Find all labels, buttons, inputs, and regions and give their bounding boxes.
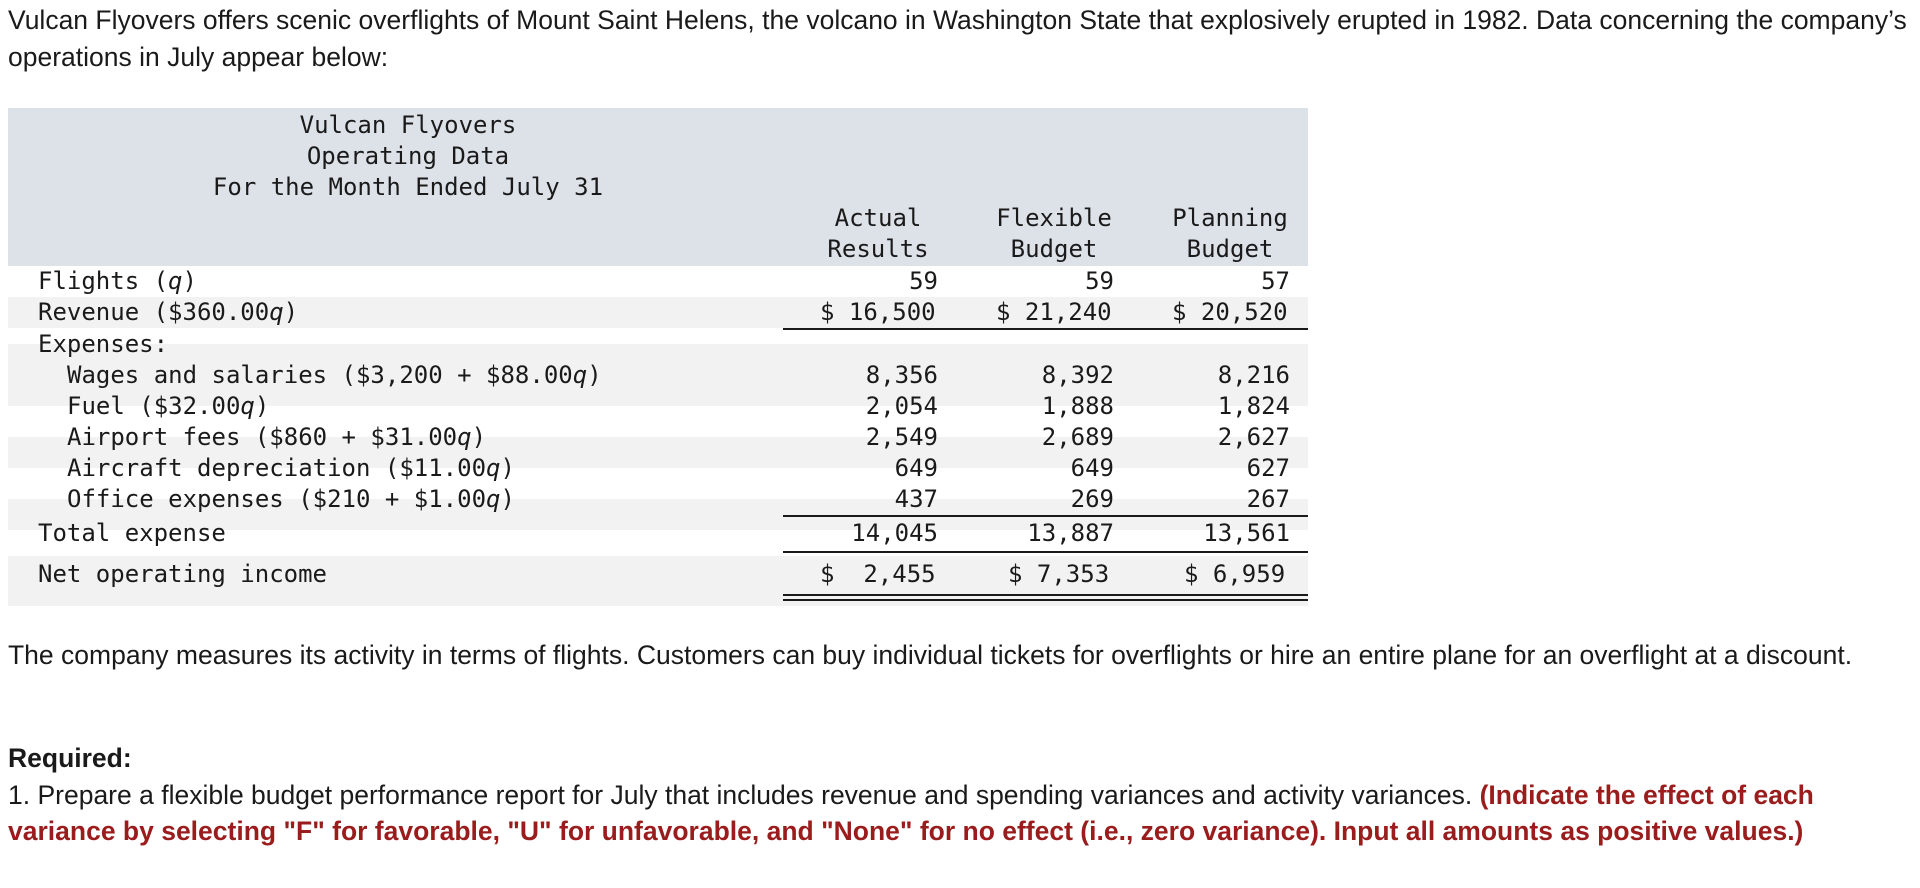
total-expense-actual: 14,045 — [851, 519, 938, 547]
expense-label-fuel: Fuel ($32.00q) — [67, 392, 270, 420]
net-operating-income-label: Net operating income — [38, 560, 327, 588]
airport-fees-flexible: 2,689 — [1041, 423, 1114, 451]
operating-data-table — [8, 108, 1308, 606]
noi-actual: $ 2,455 — [820, 560, 936, 588]
col-actual-line2: Results — [827, 235, 929, 263]
revenue-flexible: $ 21,240 — [996, 298, 1112, 326]
noi-double-underline — [783, 594, 1308, 601]
total-expense-underline — [783, 551, 1308, 553]
expenses-underline — [783, 515, 1308, 517]
wages-flexible: 8,392 — [1041, 361, 1114, 389]
requirement-1 — [8, 777, 1913, 849]
activity-paragraph: The company measures its activity in terms of flights. Customers can buy individual tickets for overflights or hire an entire plane for an overflight at a discount. — [8, 640, 1853, 670]
airport-fees-planning: 2,627 — [1217, 423, 1290, 451]
required-heading: Required: — [8, 743, 132, 773]
revenue-planning: $ 20,520 — [1172, 298, 1288, 326]
flights-planning: 57 — [1261, 267, 1290, 295]
depreciation-actual: 649 — [894, 454, 938, 482]
depreciation-planning: 627 — [1246, 454, 1290, 482]
flights-actual: 59 — [909, 267, 938, 295]
revenue-actual: $ 16,500 — [820, 298, 936, 326]
total-expense-label: Total expense — [38, 519, 226, 547]
total-expense-planning: 13,561 — [1203, 519, 1290, 547]
depreciation-flexible: 649 — [1070, 454, 1114, 482]
airport-fees-actual: 2,549 — [865, 423, 938, 451]
requirement-1-text: 1. Prepare a flexible budget performance report for July that includes revenue and spending variances and activity variances. — [8, 780, 1480, 810]
office-actual: 437 — [894, 485, 938, 513]
report-period: For the Month Ended July 31 — [212, 173, 604, 201]
expense-label-depreciation: Aircraft depreciation ($11.00q) — [67, 454, 515, 482]
col-flexible-line1: Flexible — [996, 204, 1112, 232]
expense-label-airport-fees: Airport fees ($860 + $31.00q) — [67, 423, 487, 451]
report-title: Operating Data — [306, 142, 510, 170]
expenses-heading: Expenses: — [38, 330, 169, 358]
wages-planning: 8,216 — [1217, 361, 1290, 389]
requirement-1-instructions: (Indicate the effect of each variance by selecting "F" for favorable, "U" for unfavorable, and "None" for no effect (i.e., zero variance). Input all amounts as positive values.) — [8, 780, 1814, 846]
noi-flexible: $ 7,353 — [1008, 560, 1110, 588]
col-planning-line1: Planning — [1172, 204, 1288, 232]
flights-label: Flights (q) — [38, 267, 197, 295]
fuel-flexible: 1,888 — [1041, 392, 1114, 420]
revenue-label: Revenue ($360.00q) — [38, 298, 299, 326]
fuel-planning: 1,824 — [1217, 392, 1290, 420]
total-expense-flexible: 13,887 — [1027, 519, 1114, 547]
col-planning-line2: Budget — [1186, 235, 1274, 263]
wages-actual: 8,356 — [865, 361, 938, 389]
office-flexible: 269 — [1070, 485, 1114, 513]
expense-label-office: Office expenses ($210 + $1.00q) — [67, 485, 515, 513]
col-actual-line1: Actual — [834, 204, 922, 232]
col-flexible-line2: Budget — [1010, 235, 1098, 263]
company-name: Vulcan Flyovers — [299, 111, 517, 139]
noi-planning: $ 6,959 — [1184, 560, 1286, 588]
revenue-underline — [783, 328, 1308, 330]
intro-paragraph: Vulcan Flyovers offers scenic overflights of Mount Saint Helens, the volcano in Washington State that explosively erupted in 1982. Data concerning the company’s operations in July appear below: — [8, 5, 1907, 72]
fuel-actual: 2,054 — [865, 392, 938, 420]
expense-label-wages: Wages and salaries ($3,200 + $88.00q) — [67, 361, 602, 389]
flights-flexible: 59 — [1085, 267, 1114, 295]
office-planning: 267 — [1246, 485, 1290, 513]
